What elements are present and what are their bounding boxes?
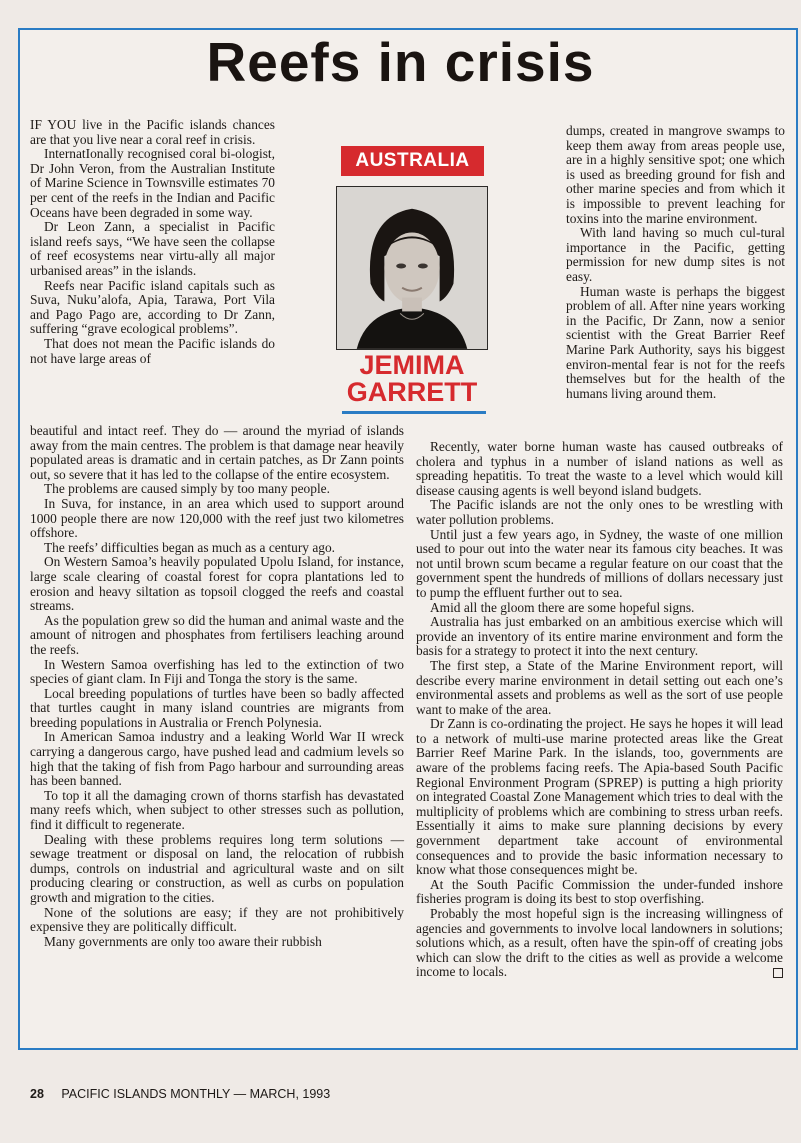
paragraph: None of the solutions are easy; if they are not prohibitively expensive they are politically difficult. [30, 904, 404, 935]
paragraph: In Western Samoa overfishing has led to the extinction of two species of giant clam. In Fiji and Tonga the story is the same. [30, 656, 404, 687]
paragraph: To top it all the damaging crown of thorns starfish has devastated many reefs which, when subject to other stresses such as pollution, find it difficult to regenerate. [30, 787, 404, 833]
paragraph: Reefs near Pacific island capitals such as Suva, Nuku’alofa, Apia, Tarawa, Port Vila and Pago Pago are, according to Dr Zann, suffering “grave ecological problems”. [30, 277, 275, 337]
paragraph: Many governments are only too aware their rubbish [44, 933, 322, 949]
page-number: 28 [30, 1087, 44, 1101]
paragraph: Human waste is perhaps the biggest problem of all. After nine years working in the Pacific, Dr Zann, now a senior scientist with the Great Barrier Reef Marine Park Authority, says his biggest environ-mental fear is not for the reefs themselves but for the health of the humans living around them. [566, 283, 785, 401]
author-photo [336, 186, 488, 350]
paragraph: Dr Leon Zann, a specialist in Pacific island reefs says, “We have seen the collapse of reef ecosystems near virtu-ally all major urbanised areas” in the islands. [30, 219, 275, 278]
paragraph: Australia has just embarked on an ambitious exercise which will provide an inventory of its entire marine environment and form the basis for a strategy to protect it into the next century. [416, 614, 783, 659]
publication-credit: PACIFIC ISLANDS MONTHLY — MARCH, 1993 [61, 1087, 331, 1101]
paragraph: Recently, water borne human waste has caused outbreaks of cholera and typhus in a number of island nations as well as spreading hepatitis. To treat the waste to a level which would kill disease causing agents is well beyond island budgets. [416, 439, 783, 498]
article-column-bottom-left [30, 424, 404, 949]
paragraph: Until just a few years ago, in Sydney, the waste of one million used to pour out into the water near its famous city beaches. It was not until brown scum became a regular feature on our coast that the government spent the hundreds of millions of dollars necessary just to pump the effluent further out to sea. [416, 526, 783, 600]
country-label: AUSTRALIA [341, 146, 484, 176]
paragraph: With land having so much cul-tural importance in the Pacific, getting permission for new dump sites is not easy. [566, 225, 785, 284]
article-column-bottom-right [416, 440, 783, 980]
paragraph: Local breeding populations of turtles have been so badly affected that turtles caught in many island countries are migrants from breeding populations in Australia or French Polynesia. [30, 685, 404, 730]
paragraph: Dr Zann is co-ordinating the project. He says he hopes it will lead to a network of multi-use marine protected areas like the Great Barrier Reef Marine Park. In the islands, too, governments are aware of the problems facing reefs. The Apia-based South Pacific Regional Environment Program (SPREP) is putting a high priority on integrated Coastal Zone Management which tries to deal with the multiplicity of problems which are combining to stress urban reefs. Essentially it aims to make sure planning decisions by every government department take account of environmental consequences and to provide the basic information necessary to know what those consequences might be. [416, 716, 783, 878]
author-byline [336, 352, 488, 406]
paragraph: In American Samoa industry and a leaking World War II wreck carrying a dangerous cargo, have pushed lead and cadmium levels so high that the taking of fish from Pago harbour and surrounding areas has been banned. [30, 729, 404, 789]
author-portrait-icon [337, 187, 487, 349]
byline-divider [342, 411, 486, 414]
paragraph: IF YOU live in the Pacific islands chances are that you live near a coral reef in crisis. [30, 117, 275, 147]
headline: Reefs in crisis [206, 31, 595, 93]
article-column-right-top [566, 124, 785, 401]
paragraph: beautiful and intact reef. They do — around the myriad of islands away from the main centres. The problem is that damage near heavily populated areas is dramatic and in certain patches, as Dr Zann points out, so severe that it has led to the collapse of the entire ecosystem. [30, 423, 404, 482]
paragraph: Dealing with these problems requires long term solutions — sewage treatment or disposal on land, the relocation of rubbish dumps, controls on industrial and agricultural waste and on silt producing clearing or construction, as well as curbs on population growth and migration to the cities. [30, 831, 404, 905]
paragraph: The reefs’ difficulties began as much as a century ago. [44, 539, 336, 555]
paragraph: InternatIonally recognised coral bi-ologist, Dr John Veron, from the Australian Institute of Marine Science in Townsville estimates 70 per cent of the reefs in the Indian and Pacific Oceans have been degraded in some way. [30, 146, 275, 220]
paragraph: As the population grew so did the human and animal waste and the amount of nitrogen and phosphates from fertilisers leaching around the reefs. [30, 612, 404, 657]
article-column-left-top [30, 118, 275, 366]
paragraph: Amid all the gloom there are some hopeful signs. [430, 599, 695, 615]
paragraph: The problems are caused simply by too many people. [44, 481, 330, 497]
paragraph: On Western Samoa’s heavily populated Upolu Island, for instance, large scale clearing of coastal forest for copra plantations led to erosion and heavy siltation as topsoil clogged the reefs and coastal streams. [30, 554, 404, 614]
paragraph: In Suva, for instance, in an area which used to support around 1000 people there are now 120,000 with the reef just two kilometres offshore. [30, 495, 404, 541]
paragraph: At the South Pacific Commission the under-funded inshore fisheries program is doing its best to stop overfishing. [416, 876, 783, 907]
author-first-name: JEMIMA [359, 350, 465, 380]
author-last-name: GARRETT [346, 377, 478, 407]
paragraph: That does not mean the Pacific islands do not have large areas of [30, 335, 275, 366]
end-of-article-box-icon [773, 968, 783, 978]
paragraph-text: Probably the most hopeful sign is the increasing willingness of agencies and governments to involve local landowners in solutions; solutions which, as a result, often have the spin-off of creating jobs which can slow the drift to the cities as well as provide a welcome income to locals. [416, 906, 783, 980]
page-footer [30, 1087, 330, 1101]
paragraph: The first step, a State of the Marine Environment report, will describe every marine environment in detail setting out each one’s environmental assets and problems as well as the sort of use people want to make of the area. [416, 657, 783, 717]
paragraph: dumps, created in mangrove swamps to keep them away from areas people use, are in a highly sensitive spot; one which is used as breeding ground for fish and other marine species and from which it is impossible to prevent leaching for toxins into the marine environment. [566, 123, 785, 226]
paragraph-last [416, 907, 783, 980]
paragraph: The Pacific islands are not the only ones to be wrestling with water pollution problems. [416, 497, 783, 527]
